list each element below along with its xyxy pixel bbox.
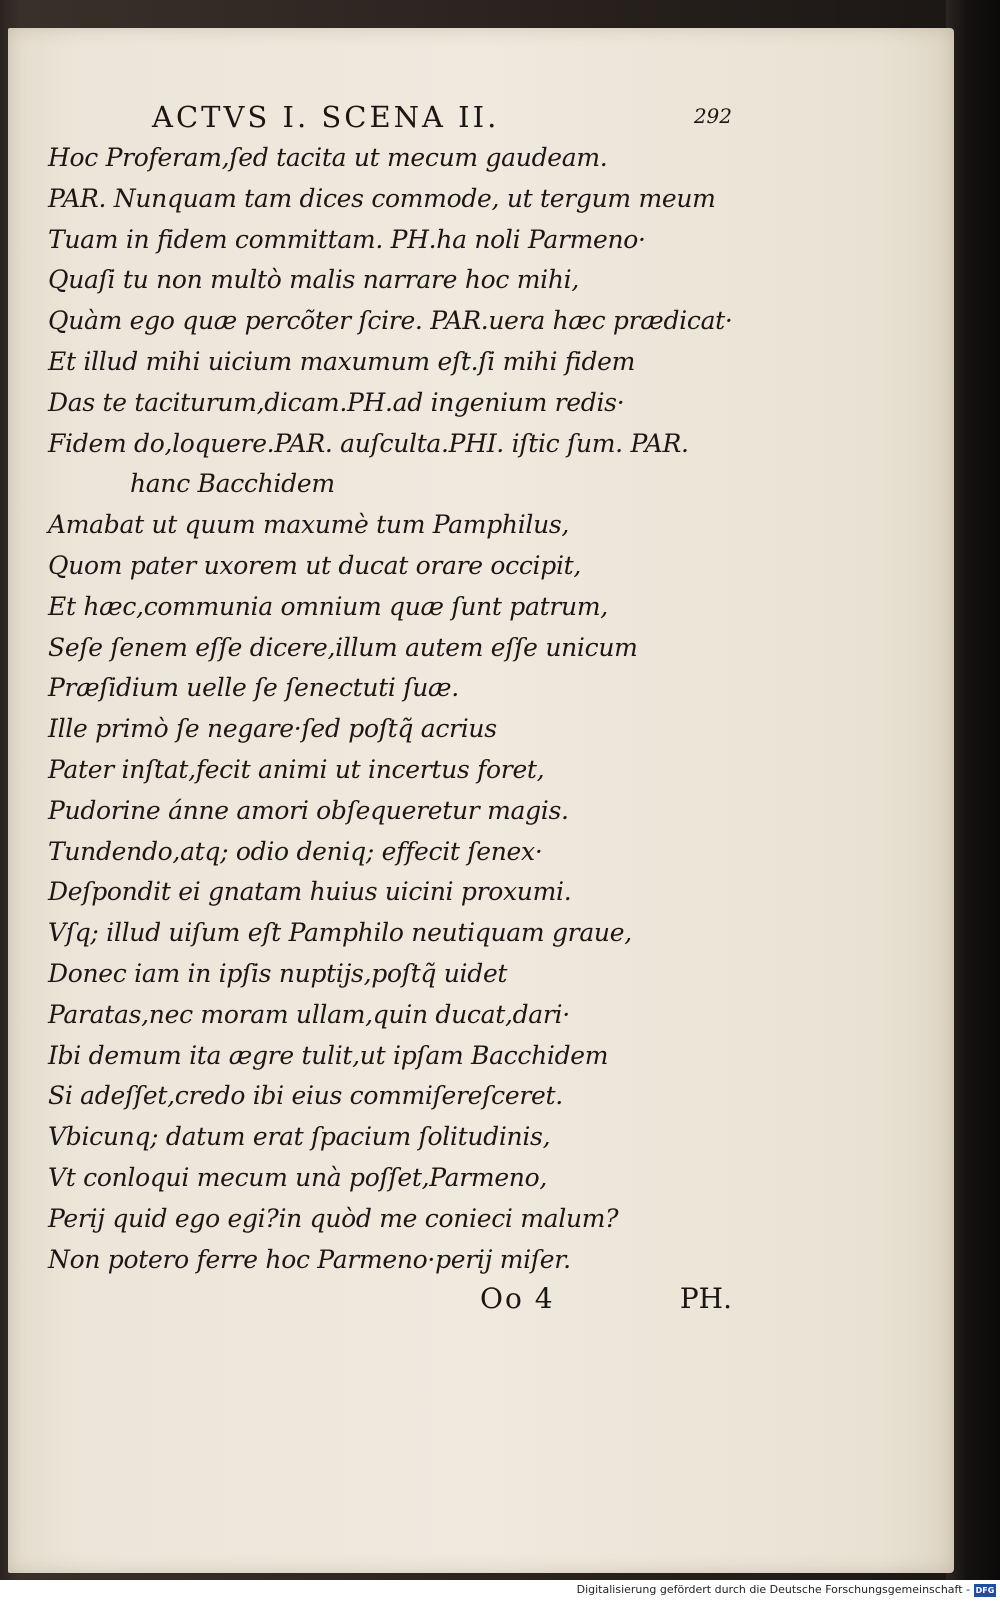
verse-line: Seſe ſenem eſſe dicere,illum autem eſſe unicum: [48, 632, 638, 662]
verse-line: Quàm ego quæ percõter ſcire. PAR.uera hæc prædicat·: [48, 306, 733, 336]
dfg-logo-icon: DFG: [975, 1586, 995, 1595]
verse-line: Et illud mihi uicium maxumum eſt.ſi mihi fidem: [48, 346, 636, 376]
verse-line-continuation: hanc Bacchidem: [130, 469, 335, 499]
verse-text-block: [48, 138, 748, 1280]
verse-line: Vſq; illud uiſum eſt Pamphilo neutiquam graue,: [48, 918, 632, 948]
page-number: 292: [693, 104, 732, 128]
verse-line: Fidem do,loquere.PAR. auſculta.PHI. iſtic ſum. PAR.: [48, 428, 689, 458]
verse-line: PAR. Nunquam tam dices commode, ut tergum meum: [48, 183, 716, 213]
verse-line: Perij quid ego egi?in quòd me conieci malum?: [48, 1203, 619, 1233]
page-header: [152, 100, 732, 140]
verse-line: Pudorine ánne amori obſequeretur magis.: [48, 795, 569, 825]
running-head: ACTVS I. SCENA II.: [152, 100, 500, 134]
verse-line: Quaſi tu non multò malis narrare hoc mihi,: [48, 265, 579, 295]
digitization-credit-bar: [0, 1580, 1000, 1601]
verse-line: Amabat ut quum maxumè tum Pamphilus,: [48, 510, 570, 540]
verse-line: Si adeſſet,credo ibi eius commiſereſceret.: [48, 1081, 563, 1111]
verse-line: Deſpondit ei gnatam huius uicini proxumi.: [48, 877, 572, 907]
book-edge: [946, 0, 1000, 1580]
verse-line: Et hæc,communia omnium quæ ſunt patrum,: [48, 591, 608, 621]
verse-line: Ille primò ſe negare·ſed poſtq̃ acrius: [48, 714, 497, 744]
verse-line: Non potero ferre hoc Parmeno·perij miſer.: [48, 1244, 571, 1274]
verse-line: Das te taciturum,dicam.PH.ad ingenium redis·: [48, 387, 625, 417]
verse-line: Paratas,nec moram ullam,quin ducat,dari·: [48, 999, 570, 1029]
verse-line: Ibi demum ita ægre tulit,ut ipſam Bacchidem: [48, 1040, 609, 1070]
digitization-credit: Digitalisierung gefördert durch die Deutsche Forschungsgemeinschaft -: [576, 1583, 970, 1596]
verse-line: Quom pater uxorem ut ducat orare occipit,: [48, 550, 582, 580]
catchword: PH.: [679, 1282, 732, 1315]
signature-mark: Oo 4: [480, 1282, 555, 1315]
verse-line: Præſidium uelle ſe ſenectuti ſuæ.: [48, 673, 459, 703]
verse-line: Pater inſtat,fecit animi ut incertus foret,: [48, 754, 545, 784]
verse-line: Tuam in fidem committam. PH.ha noli Parmeno·: [48, 224, 646, 254]
page-footer: [480, 1282, 740, 1322]
verse-line: Vbicunq; datum erat ſpacium ſolitudinis,: [48, 1122, 551, 1152]
verse-line: Donec iam in ipſis nuptijs,poſtq̃ uidet: [48, 958, 508, 988]
verse-line: Vt conloqui mecum unà poſſet,Parmeno,: [48, 1162, 548, 1192]
verse-line: Tundendo,atq; odio deniq; effecit ſenex·: [48, 836, 543, 866]
verse-line: Hoc Proferam,ſed tacita ut mecum gaudeam.: [48, 143, 608, 172]
